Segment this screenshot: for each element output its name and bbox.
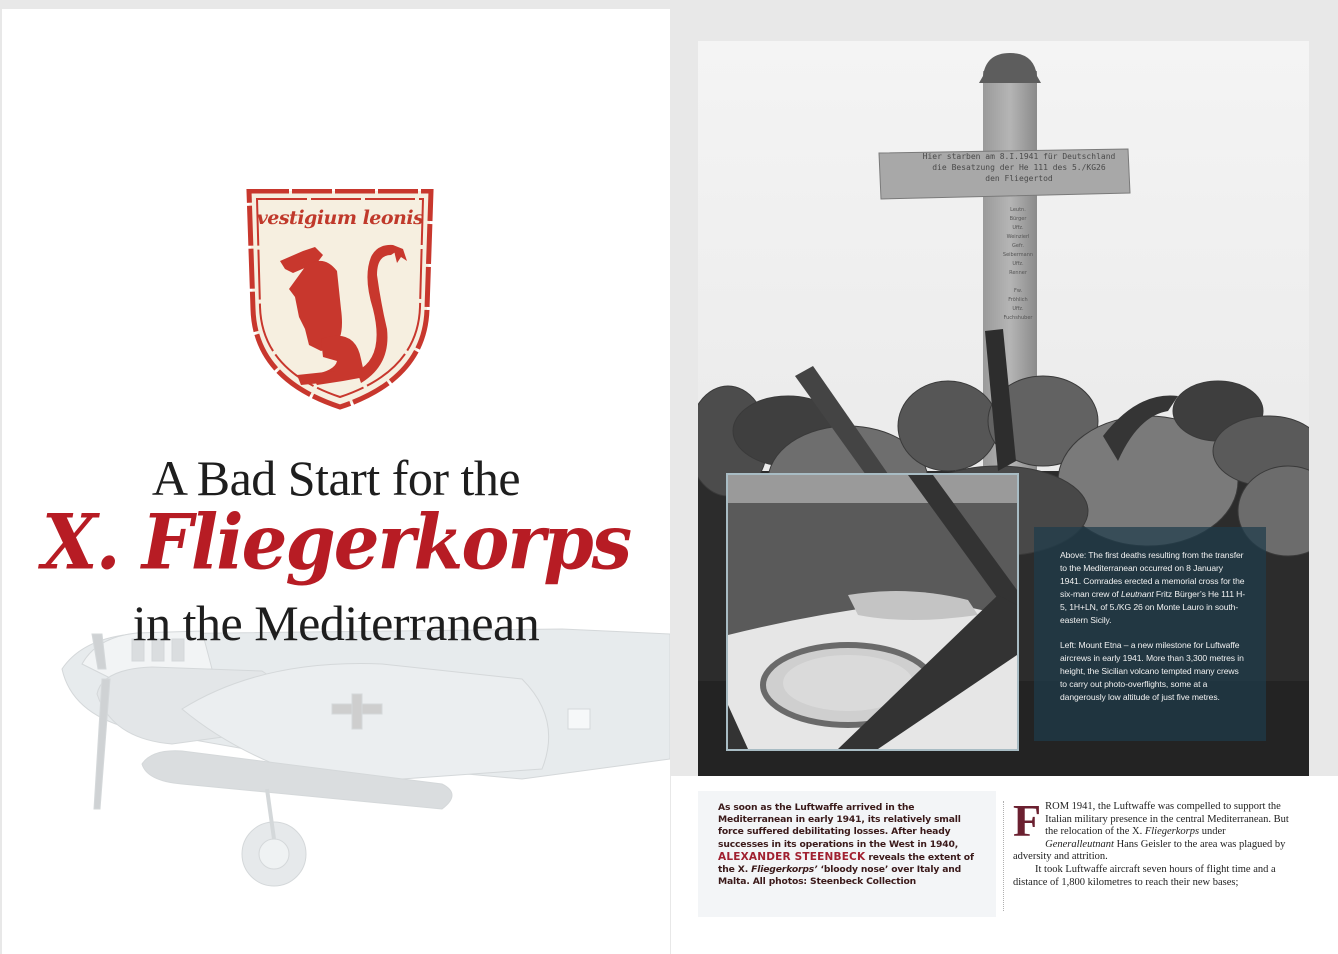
emblem-motto: vestigium leonis [256,207,424,229]
article-body [1003,795,1293,911]
left-page [2,9,670,954]
etna-aerial-image [728,475,1017,749]
title-fliegerkorps: X. Fliegerkorps [41,496,631,587]
memorial-cross-photo [698,41,1309,776]
title-line-3: in the Mediterranean [132,595,540,651]
caption-left: Left: Mount Etna – a new milestone for Luftwaffe aircrews in early 1941. More than 3,300 metres in height, the Sicilian volcano tempted many crews to carry out photo-overflights, some at a dangerously low altitude of just five metres. [1060,640,1244,702]
body-paragraph-2: It took Luftwaffe aircraft seven hours of flight time and a distance of 1,800 kilometres to reach their new bases; [1013,863,1276,888]
he111-bomber-illustration [2,609,670,899]
body-paragraph-1: ROM 1941, the Luftwaffe was compelled to support the Italian military presence in the central Mediterranean. But the relocation of the X. Fliegerkorps under Generalleutnant Hans Geisler to the area was plagued by adversity and attrition. [1013,801,1289,863]
right-page [671,9,1338,954]
drop-cap: F [1013,795,1042,846]
caption-above: Above: The first deaths resulting from the transfer to the Mediterranean occurred on 8 January 1941. Comrades erected a memorial cross for the six-man crew of Leutnant Fritz Bürger’s He 111 H-5, 1H+LN, of 5./KG 26 on Monte Lauro in south-eastern Sicily. [1060,550,1246,625]
article-standfirst: As soon as the Luftwaffe arrived in the Mediterranean in early 1941, its relatively small force suffered debilitating losses. After heady successes in its operations in the West in 1940, ALEXANDER STEENBECK reveals the extent of the X. Fliegerkorps’ ‘bloody nose’ over Italy and Malta. All photos: Steenbeck Collection [698,791,996,917]
mount-etna-inset-photo [726,473,1019,751]
vestigium-leonis-emblem [245,189,435,411]
cross-crew-names: Leutn. Bürger Uffz. Weinzierl Gefr. Seibermann Uffz. Renner Fw. Fröhlich Uffz. Fuchshuber [1002,207,1034,321]
author-name: ALEXANDER STEENBECK [718,850,866,863]
title-line-1: A Bad Start for the [151,450,521,506]
photo-caption-box [1034,527,1266,741]
cross-plaque-inscription: Hier starben am 8.I.1941 für Deutschland die Besatzung der He 111 des 5./KG26 den Fliegertod [922,152,1116,183]
